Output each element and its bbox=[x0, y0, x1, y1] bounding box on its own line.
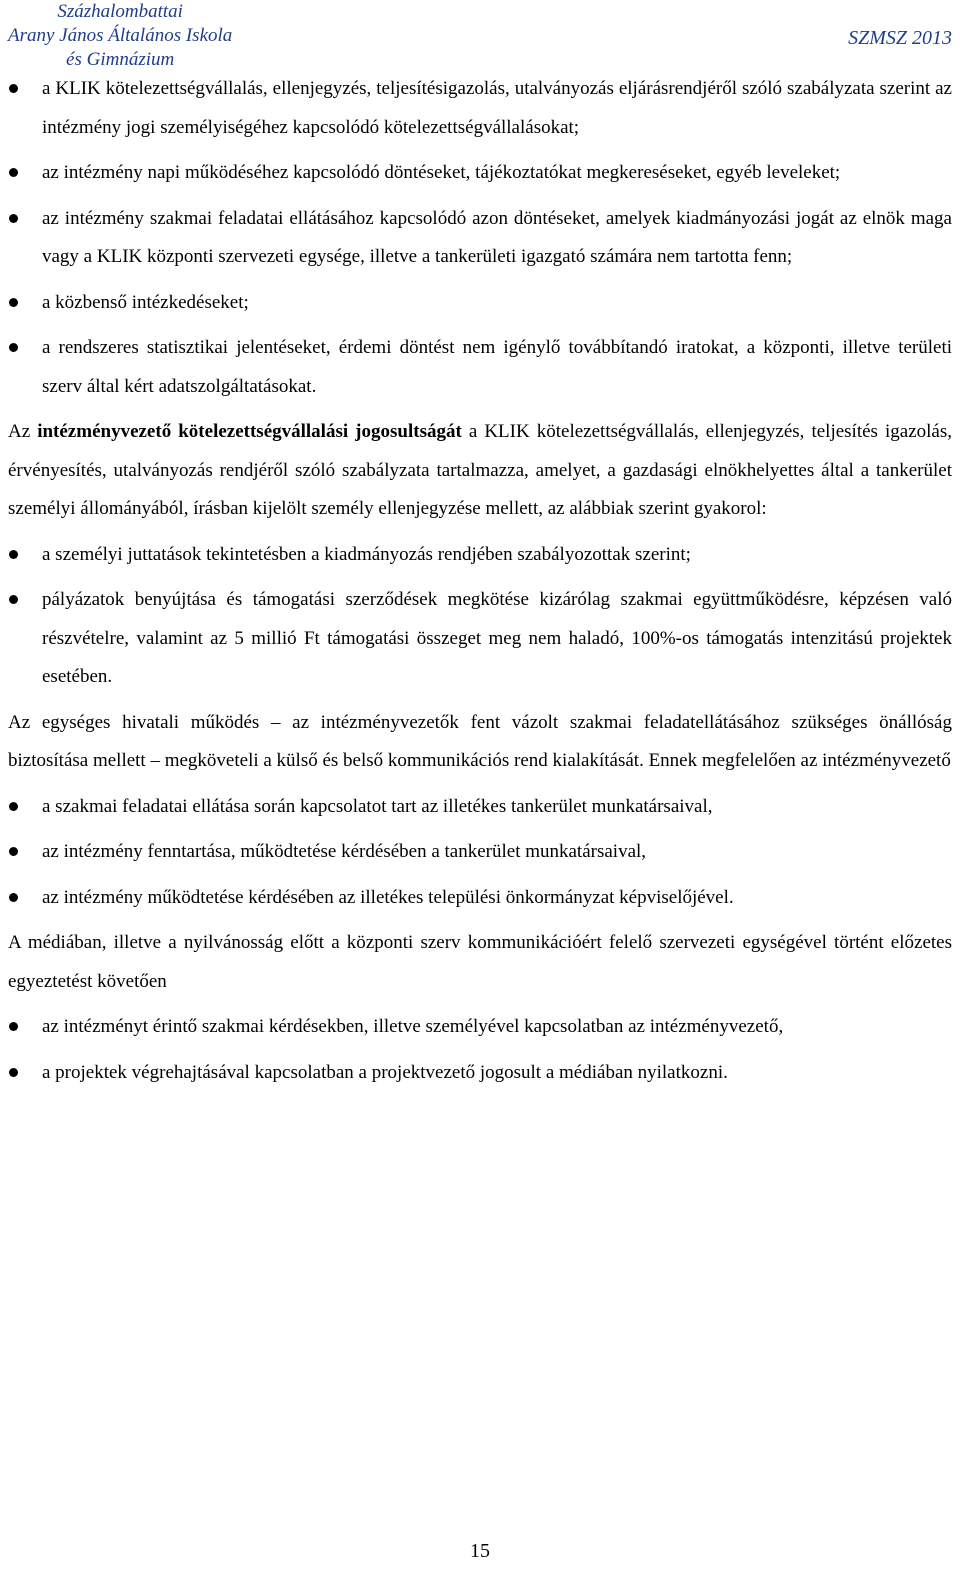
list-item-text: az intézményt érintő szakmai kérdésekben, illetve személyével kapcsolatban az intézményvezető, bbox=[42, 1016, 784, 1037]
list-item-text: a KLIK kötelezettségvállalás, ellenjegyzés, teljesítésigazolás, utalványozás eljárásrendjéről szóló szabályzata szerint az intézmény jogi személyiségéhez kapcsolódó kötelezettségvállalásokat; bbox=[42, 78, 952, 138]
list-item bbox=[8, 788, 952, 827]
school-name bbox=[8, 0, 232, 72]
list-item-text: pályázatok benyújtása és támogatási szerződések megkötése kizárólag szakmai együttműködésre, képzésen való részvételre, valamint az 5 millió Ft támogatási összeget meg nem haladó, 100%-os támogatás intenzitású projektek esetében. bbox=[42, 589, 952, 687]
list-item-text: a rendszeres statisztikai jelentéseket, érdemi döntést nem igénylő továbbítandó iratokat, a központi, illetve területi szerv által kért adatszolgáltatásokat. bbox=[42, 337, 952, 397]
list-item-text: a személyi juttatások tekintetésben a kiadmányozás rendjében szabályozottak szerint; bbox=[42, 543, 691, 565]
media-list bbox=[8, 1008, 952, 1092]
bullet-icon bbox=[9, 298, 18, 307]
list-item bbox=[8, 833, 952, 872]
list-item bbox=[8, 581, 952, 697]
bullet-icon bbox=[9, 168, 18, 177]
commitment-list bbox=[8, 536, 952, 697]
bullet-icon bbox=[9, 84, 18, 93]
bullet-icon bbox=[9, 550, 18, 559]
list-item bbox=[8, 329, 952, 406]
list-item-text: a projektek végrehajtásával kapcsolatban a projektvezető jogosult a médiában nyilatkozni. bbox=[42, 1061, 728, 1083]
list-item-text: az intézmény szakmai feladatai ellátásához kapcsolódó azon döntéseket, amelyek kiadmányozási jogát az elnök maga vagy a KLIK központi szervezeti egysége, illetve a tankerületi igazgató számára nem tartotta fenn; bbox=[42, 207, 952, 267]
list-item bbox=[8, 879, 952, 918]
list-item-text: az intézmény fenntartása, működtetése kérdésében a tankerület munkatársaival, bbox=[42, 841, 647, 862]
list-item-text: a közbenső intézkedéseket; bbox=[42, 291, 249, 313]
list-item bbox=[8, 154, 952, 193]
bullet-icon bbox=[9, 802, 18, 811]
school-name-line-2: Arany János Általános Iskola bbox=[8, 25, 233, 46]
bullet-icon bbox=[9, 343, 18, 352]
list-item bbox=[8, 70, 952, 147]
school-name-line-3: és Gimnázium bbox=[66, 49, 175, 70]
paragraph-media: A médiában, illetve a nyilvánosság előtt a központi szerv kommunikációért felelő szervezeti egységével történt előzetes egyeztetést követően bbox=[8, 932, 952, 992]
signing-authority-list bbox=[8, 70, 952, 406]
bullet-icon bbox=[9, 214, 18, 223]
bullet-icon bbox=[9, 1068, 18, 1077]
document-code: SZMSZ 2013 bbox=[848, 27, 952, 49]
list-item bbox=[8, 1054, 952, 1093]
bullet-icon bbox=[9, 595, 18, 604]
school-name-line-1: Százhalombattai bbox=[57, 1, 183, 22]
list-item bbox=[8, 200, 952, 277]
list-item-text: a szakmai feladatai ellátása során kapcsolatot tart az illetékes tankerület munkatársaival, bbox=[42, 795, 713, 817]
page-header bbox=[8, 0, 952, 76]
paragraph-commitment-authority bbox=[8, 413, 952, 529]
communication-list bbox=[8, 788, 952, 918]
paragraph-rest: a KLIK kötelezettségvállalás, ellenjegyzés, teljesítés igazolás, érvényesítés, utalványozás rendjéről szóló szabályzata tartalmazza, amelyet, a gazdasági elnökhelyettes által a tankerület személyi állományából, írásban kijelölt személy ellenjegyzése mellett, az alábbiak szerint gyakorol: bbox=[8, 421, 952, 519]
list-item bbox=[8, 284, 952, 323]
list-item bbox=[8, 536, 952, 575]
bullet-icon bbox=[9, 893, 18, 902]
page-number: 15 bbox=[470, 1540, 490, 1562]
paragraph-bold-term: intézményvezető kötelezettségvállalási jogosultságát bbox=[37, 421, 462, 442]
paragraph-start: Az bbox=[8, 421, 38, 442]
list-item bbox=[8, 1008, 952, 1047]
list-item-text: az intézmény napi működéséhez kapcsolódó döntéseket, tájékoztatókat megkereséseket, egyéb leveleket; bbox=[42, 162, 841, 183]
list-item-text: az intézmény működtetése kérdésében az illetékes települési önkormányzat képviselőjével. bbox=[42, 886, 734, 908]
document-body bbox=[8, 70, 952, 1099]
bullet-icon bbox=[9, 1022, 18, 1031]
paragraph-communication: Az egységes hivatali működés – az intézményvezetők fent vázolt szakmai feladatellátásához szükséges önállóság biztosítása mellett – megköveteli a külső és belső kommunikációs rend kialakítását. Ennek megfelelően az intézményvezető bbox=[8, 711, 952, 771]
bullet-icon bbox=[9, 847, 18, 856]
